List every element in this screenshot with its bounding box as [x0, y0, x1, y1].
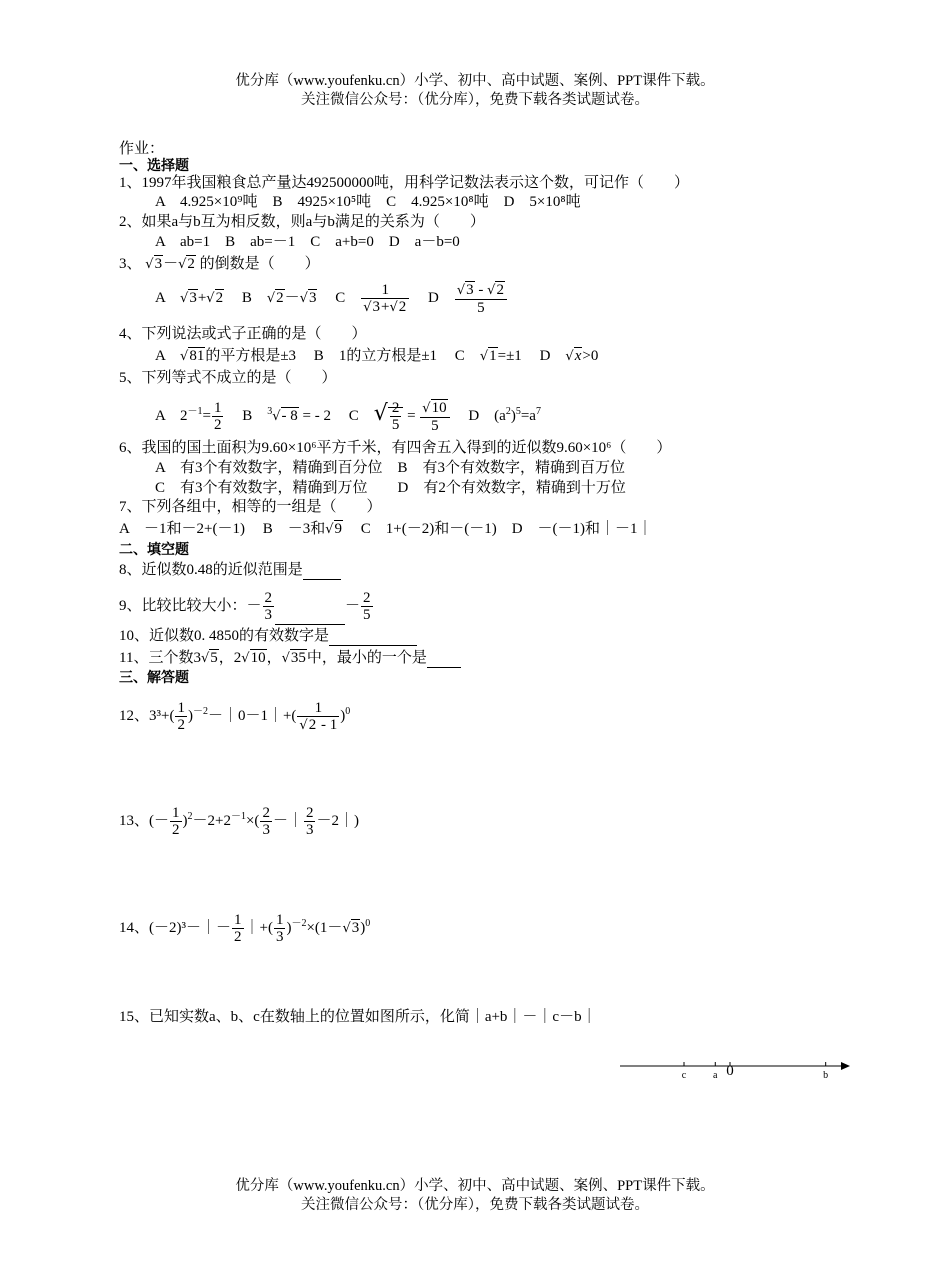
header-line-2: 关注微信公众号：（优分库），免费下载各类试题试卷。	[301, 92, 649, 108]
q3-options: A √3+√2 B √2－√3 C $\frac{1}{√3+√2}$ D $\frac{√3 - √2}{5}$	[155, 280, 508, 317]
q6-options-cd: C 有3个有效数字，精确到万位 D 有2个有效数字，精确到十万位	[155, 480, 626, 496]
q3-prefix: 3、	[119, 256, 142, 272]
q14: 14、(－2)³－｜－ $\frac{1}{2}$ ｜+( $\frac{1}{3}$ )$^{-2}\times(1-√3)^0$	[119, 912, 371, 946]
q5-stem: 5、下列等式不成立的是（ ）	[119, 370, 337, 386]
page-title: 作业：	[119, 139, 165, 157]
q3-suffix: 的倒数是（ ）	[199, 256, 320, 272]
q12: 12、3³+( $\frac{1}{2}$ )$^{-2}$－｜0－1｜+( $\frac{1}{√2 - 1}$ )$^0$	[119, 699, 351, 734]
q3-stem: 3、 √3－√2 的倒数是（ ）	[119, 256, 320, 272]
q2-stem: 2、如果a与b互为相反数，则a与b满足的关系为（ ）	[119, 214, 485, 230]
q6-options-ab: A 有3个有效数字，精确到百分位 B 有3个有效数字，精确到百万位	[155, 460, 626, 476]
q4-stem: 4、下列说法或式子正确的是（ ）	[119, 326, 367, 342]
sqrt-2: √2	[178, 256, 195, 272]
number-line-label-c: c	[681, 1070, 687, 1081]
q5-options: A $2^{-1}=$ $\frac{1}{2}$ B $^3$√- 8 = - 2 C √ $\frac{2}{5}$ = $\frac{√10}{5}$ D $(a^2)^5=a^7$	[155, 399, 541, 434]
number-line	[615, 1055, 860, 1085]
number-line-label-0: 0	[726, 1063, 734, 1079]
q4-options: A √81的平方根是±3 B 1的立方根是±1 C √1=±1 D √x>0	[155, 348, 599, 364]
sqrt-3: √3	[145, 256, 163, 272]
q10: 10、近似数0. 4850的有效数字是	[119, 627, 417, 646]
section-choice: 一、选择题	[119, 158, 189, 174]
q1-stem: 1、1997年我国粮食总产量达492500000吨，用科学记数法表示这个数，可记作（ ）	[119, 175, 690, 191]
section-fill: 二、填空题	[119, 542, 189, 558]
q15: 15、已知实数a、b、c在数轴上的位置如图所示，化简｜a+b｜－｜c－b｜	[119, 1009, 597, 1025]
q2-options: A ab=1 B ab=－1 C a+b=0 D a－b=0	[155, 234, 460, 250]
q13: 13、(－ $\frac{1}{2}$ )$^2-2+2^{-1}\times$( $\frac{2}{3}$ －｜ $\frac{2}{3}$ －2｜)	[119, 805, 359, 839]
footer-line-1: 优分库（www.youfenku.cn）小学、初中、高中试题、案例、PPT课件下载。	[235, 1178, 715, 1194]
q1-options: A 4.925×10⁹吨 B 4925×10⁵吨 C 4.925×10⁸吨 D 5×10⁸吨	[155, 194, 581, 210]
number-line-label-a: a	[713, 1070, 718, 1081]
q7-options: A －1和－2+(－1) B －3和√9 C 1+(－2)和－(－1) D －(－1)和｜－1｜	[119, 521, 653, 537]
q7-stem: 7、下列各组中，相等的一组是（ ）	[119, 499, 382, 515]
q9: 9、比较比较大小：－ $\frac{2}{3}$ － $\frac{2}{5}$	[119, 588, 374, 625]
number-line-arrow	[841, 1062, 850, 1070]
header-line-1: 优分库（www.youfenku.cn）小学、初中、高中试题、案例、PPT课件下载。	[235, 73, 715, 89]
footer-line-2: 关注微信公众号：（优分库），免费下载各类试题试卷。	[301, 1197, 649, 1213]
section-answer: 三、解答题	[119, 670, 189, 686]
q6-stem: 6、我国的国土面积为9.60×10⁶平方千米，有四舍五入得到的近似数9.60×10⁶（ ）	[119, 440, 672, 456]
q8: 8、近似数0.48的近似范围是	[119, 561, 341, 580]
number-line-label-b: b	[823, 1070, 829, 1081]
q11: 11、三个数3√5，2√10，√35中，最小的一个是	[119, 649, 461, 668]
